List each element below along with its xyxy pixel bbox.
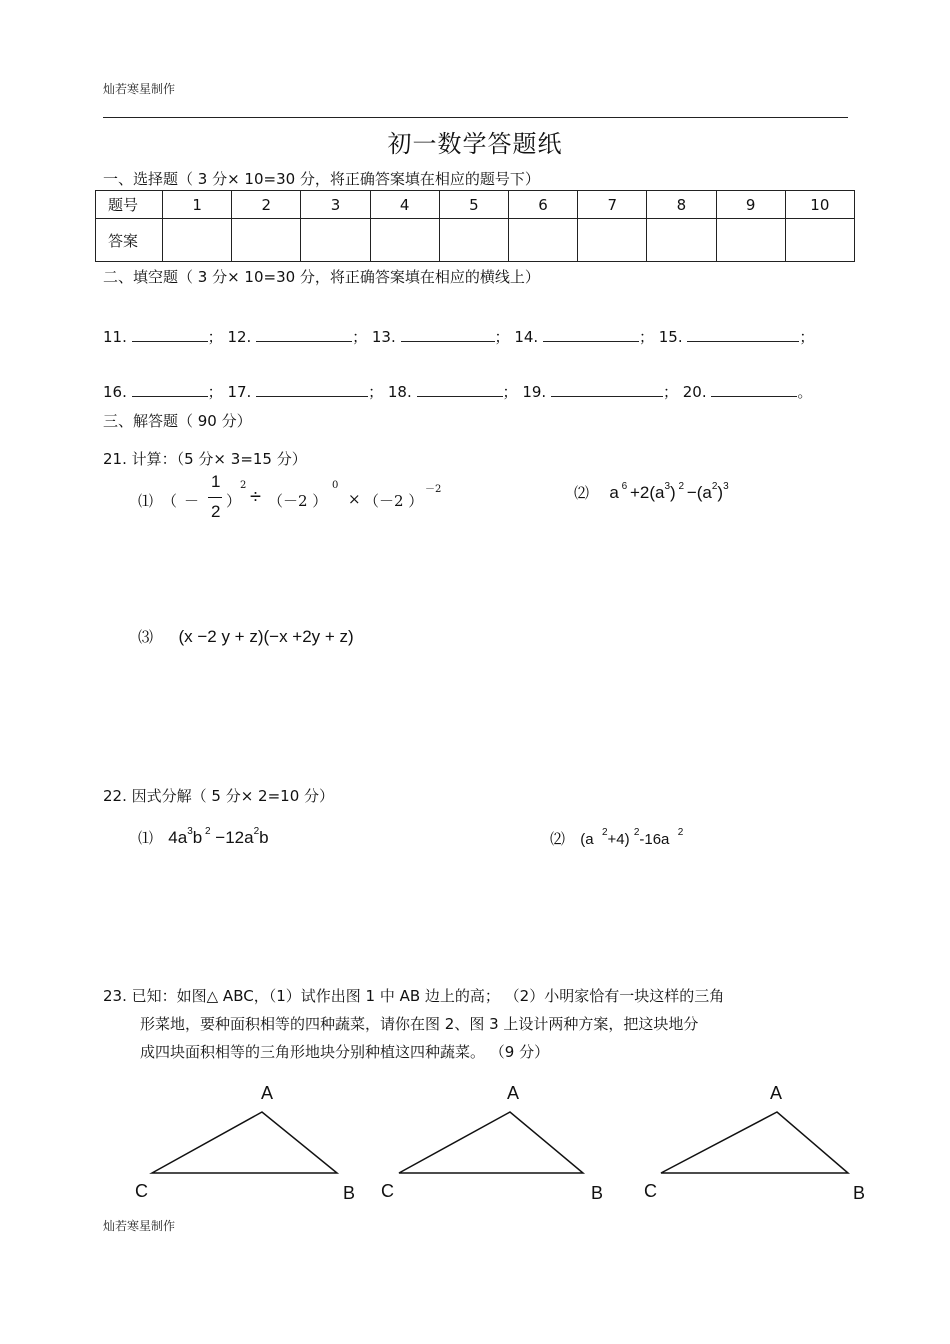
exponent: －2	[425, 484, 442, 495]
fraction-denominator: 2	[211, 502, 221, 521]
item-label: 16.	[103, 383, 127, 401]
answer-blank[interactable]	[687, 328, 799, 342]
question-number: 1	[163, 191, 232, 219]
vertex-b-label: B	[343, 1183, 356, 1203]
answer-cell[interactable]	[716, 219, 785, 262]
answer-blank[interactable]	[132, 328, 208, 342]
exponent: 6	[621, 481, 628, 492]
paren-close: ）	[226, 492, 242, 510]
header-watermark: 灿若寒星制作	[103, 82, 176, 96]
answer-cell[interactable]	[370, 219, 439, 262]
question-number: 4	[370, 191, 439, 219]
answer-blank[interactable]	[417, 383, 503, 397]
answer-cell[interactable]	[439, 219, 508, 262]
q21-title: 21. 计算：（5 分× 3=15 分）	[103, 450, 307, 468]
term: 4a	[168, 828, 188, 847]
item-label: 20.	[682, 383, 707, 401]
triangle-shape	[152, 1112, 337, 1173]
exponent: 2	[240, 480, 247, 491]
term: b	[259, 828, 269, 847]
end-mark: 。	[797, 383, 813, 401]
divide-sign: ÷	[250, 486, 261, 508]
fill-line-2	[103, 381, 812, 402]
row-label-number: 题号	[96, 191, 163, 219]
paren-close: )	[670, 483, 676, 502]
part-label: ⑴	[138, 829, 154, 847]
q22-part1-expression	[138, 827, 269, 848]
term: +4)	[607, 831, 630, 848]
separator: ；	[638, 328, 654, 346]
question-number: 5	[439, 191, 508, 219]
term: −12a	[210, 828, 254, 847]
separator: ；	[368, 383, 384, 401]
separator: ；	[207, 383, 223, 401]
answer-table	[95, 190, 855, 262]
part-label: ⑴	[138, 492, 154, 510]
q21-part2-expression	[574, 482, 729, 503]
vertex-b-label: B	[591, 1183, 604, 1203]
item-label: 17.	[227, 383, 252, 401]
minus-sign: －	[184, 492, 200, 510]
item-label: 12.	[227, 328, 252, 346]
item-label: 14.	[514, 328, 539, 346]
item-label: 18.	[387, 383, 412, 401]
vertex-c-label: C	[644, 1181, 657, 1201]
question-number: 9	[716, 191, 785, 219]
exponent: 2	[253, 826, 260, 837]
item-label: 19.	[522, 383, 547, 401]
question-number: 8	[647, 191, 716, 219]
exponent: 2	[601, 827, 608, 838]
var-a: a	[609, 483, 619, 502]
item-label: 13.	[371, 328, 396, 346]
q23-line3: 成四块面积相等的三角形地块分别种植这四种蔬菜。 （9 分）	[140, 1043, 550, 1061]
term: (a	[580, 831, 594, 848]
question-number: 6	[508, 191, 577, 219]
answer-blank[interactable]	[256, 383, 368, 397]
question-number: 7	[578, 191, 647, 219]
vertex-a-label: A	[261, 1083, 274, 1103]
expression: (x −2 y + z)(−x +2y + z)	[178, 627, 354, 646]
section2-heading: 二、填空题（ 3 分× 10=30 分，将正确答案填在相应的横线上）	[103, 268, 540, 286]
times-sign: ×	[348, 490, 361, 508]
question-number: 10	[785, 191, 854, 219]
term: b	[192, 828, 203, 847]
q23-line1: 23. 已知：如图△ ABC，（1）试作出图 1 中 AB 边上的高； （2）小明家恰有一块这样的三角	[103, 987, 725, 1005]
fraction-numerator: 1	[211, 472, 221, 491]
q22-title: 22. 因式分解（ 5 分× 2=10 分）	[103, 787, 335, 805]
footer-watermark: 灿若寒星制作	[103, 1219, 176, 1233]
q21-part3-expression	[138, 626, 354, 647]
section1-heading: 一、选择题（ 3 分× 10=30 分，将正确答案填在相应的题号下）	[103, 170, 540, 188]
paren-close: )	[717, 483, 724, 502]
exponent: 0	[332, 480, 339, 491]
answer-cell[interactable]	[647, 219, 716, 262]
question-number: 3	[301, 191, 370, 219]
term-neg-two: （－2 ）	[364, 492, 424, 510]
header-divider	[103, 117, 848, 118]
separator: ；	[207, 328, 223, 346]
answer-cell[interactable]	[578, 219, 647, 262]
separator: ；	[662, 383, 678, 401]
row-label-answer: 答案	[96, 219, 163, 262]
exponent: 2	[677, 827, 684, 838]
term-minus: −(a	[686, 483, 712, 502]
exponent: 2	[205, 826, 211, 837]
answer-blank[interactable]	[401, 328, 495, 342]
page-title: 初一数学答题纸	[387, 130, 563, 158]
term-middle: +2(a	[629, 483, 665, 502]
answer-blank[interactable]	[256, 328, 352, 342]
item-label: 15.	[658, 328, 683, 346]
section3-heading: 三、解答题（ 90 分）	[103, 412, 252, 430]
separator: ；	[494, 328, 510, 346]
question-number: 2	[232, 191, 301, 219]
q22-part2-expression	[550, 828, 683, 849]
fraction-bar	[208, 497, 222, 498]
q21-part1-expression	[138, 472, 468, 528]
table-row-numbers	[96, 191, 855, 219]
paren-open: （	[162, 492, 178, 510]
vertex-c-label: C	[381, 1181, 394, 1201]
part-label: ⑵	[550, 830, 566, 848]
separator: ；	[799, 328, 815, 346]
answer-blank[interactable]	[711, 383, 797, 397]
separator: ；	[352, 328, 368, 346]
vertex-a-label: A	[770, 1083, 783, 1103]
term-neg-two: （－2 ）	[268, 492, 328, 510]
table-row-answers	[96, 219, 855, 262]
answer-blank[interactable]	[543, 328, 639, 342]
answer-cell[interactable]	[232, 219, 301, 262]
part-label: ⑶	[138, 628, 154, 646]
exponent: 3	[723, 481, 729, 492]
exponent: 2	[711, 481, 718, 492]
term: -16a	[639, 831, 670, 848]
q23-line2: 形菜地，要种面积相等的四种蔬菜，请你在图 2、图 3 上设计两种方案，把这块地分	[140, 1015, 699, 1033]
item-label: 11.	[103, 328, 127, 346]
exponent: 2	[633, 827, 640, 838]
fill-line-1	[103, 326, 814, 347]
separator: ；	[502, 383, 518, 401]
vertex-b-label: B	[853, 1183, 866, 1203]
answer-cell[interactable]	[163, 219, 232, 262]
triangle-shape	[661, 1112, 848, 1173]
triangle-figure-1	[150, 1110, 340, 1176]
answer-blank[interactable]	[132, 383, 208, 397]
triangle-figure-2	[397, 1110, 587, 1176]
exponent: 3	[187, 826, 193, 837]
exponent: 2	[678, 481, 685, 492]
answer-cell[interactable]	[301, 219, 370, 262]
answer-blank[interactable]	[551, 383, 663, 397]
exponent: 3	[664, 481, 671, 492]
part-label: ⑵	[574, 484, 590, 502]
answer-cell[interactable]	[508, 219, 577, 262]
triangle-figure-3	[659, 1110, 851, 1176]
triangle-shape	[399, 1112, 583, 1173]
vertex-c-label: C	[135, 1181, 148, 1201]
answer-cell[interactable]	[785, 219, 854, 262]
vertex-a-label: A	[507, 1083, 520, 1103]
